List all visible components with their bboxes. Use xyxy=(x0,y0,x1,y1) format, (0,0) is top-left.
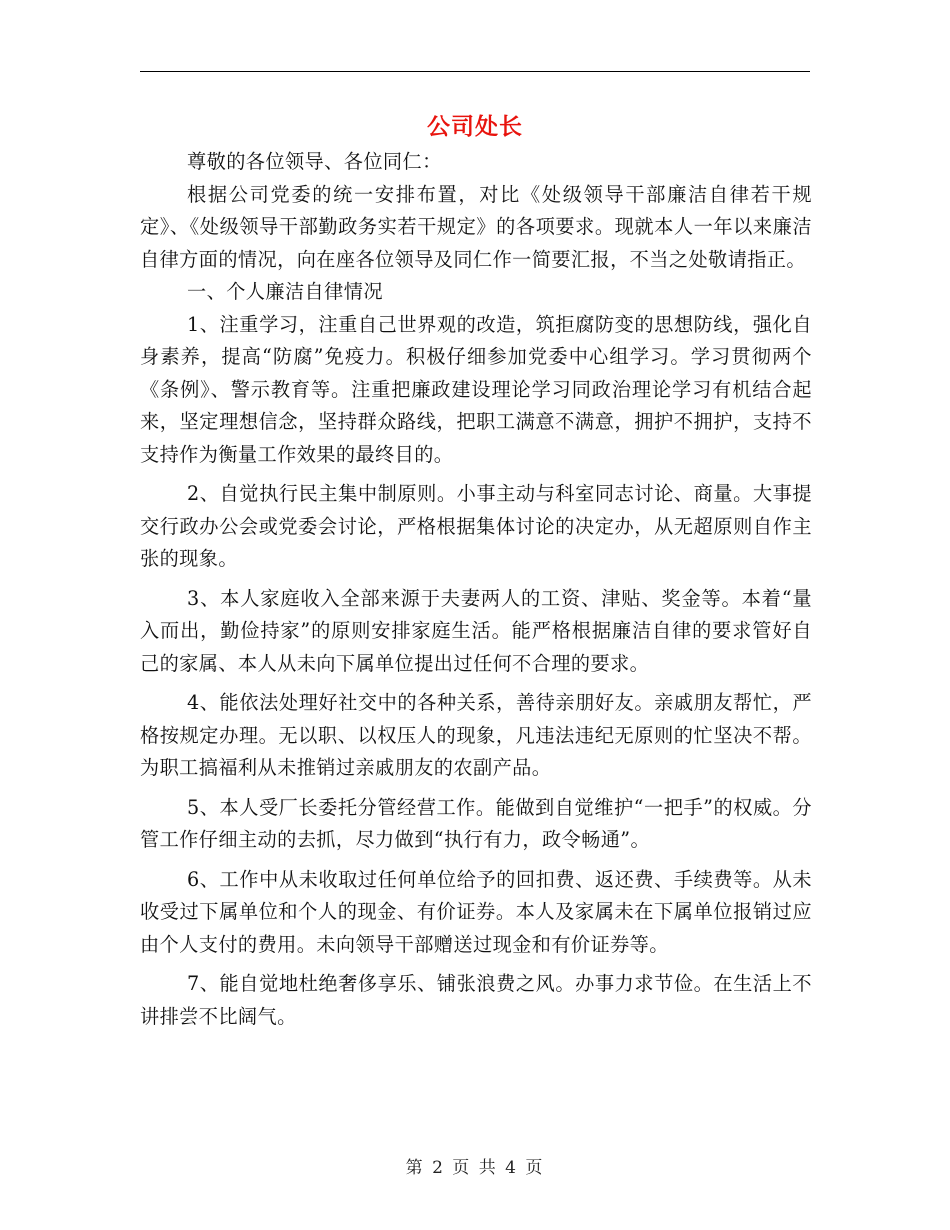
body-paragraph: 2、自觉执行民主集中制原则。小事主动与科室同志讨论、商量。大事提交行政办公会或党委会讨论，严格根据集体讨论的决定办，从无超原则自作主张的现象。 xyxy=(140,482,812,570)
page-number: 第 2 页 共 4 页 xyxy=(405,1158,545,1178)
intro-paragraph: 根据公司党委的统一安排布置，对比《处级领导干部廉洁自律若干规定》、《处级领导干部勤政务实若干规定》的各项要求。现就本人一年以来廉洁自律方面的情况，向在座各位领导及同仁作一简要汇报，不当之处敬请指正。 xyxy=(140,182,812,271)
header-rule xyxy=(140,71,810,72)
body-paragraph: 1、注重学习，注重自己世界观的改造，筑拒腐防变的思想防线，强化自身素养，提高“防腐”免疫力。积极仔细参加党委中心组学习。学习贯彻两个《条例》、警示教育等。注重把廉政建设理论学习同政治理论学习有机结合起来，坚定理想信念，坚持群众路线，把职工满意不满意，拥护不拥护，支持不支持作为衡量工作效果的最终目的。 xyxy=(140,312,812,466)
body-paragraph: 4、能依法处理好社交中的各种关系，善待亲朋好友。亲戚朋友帮忙，严格按规定办理。无以职、以权压人的现象，凡违法违纪无原则的忙坚决不帮。为职工搞福利从未推销过亲戚朋友的农副产品。 xyxy=(140,691,812,779)
body-paragraph: 6、工作中从未收取过任何单位给予的回扣费、返还费、手续费等。从未收受过下属单位和个人的现金、有价证券。本人及家属未在下属单位报销过应由个人支付的费用。未向领导干部赠送过现金和有价证券等。 xyxy=(140,867,812,956)
section-heading: 一、个人廉洁自律情况 xyxy=(187,280,383,303)
salutation-paragraph: 尊敬的各位领导、各位同仁： xyxy=(187,150,442,173)
document-body xyxy=(140,146,812,1033)
body-paragraph: 5、本人受厂长委托分管经营工作。能做到自觉维护“一把手”的权威。分管工作仔细主动的去抓，尽力做到“执行有力，政令畅通”。 xyxy=(140,795,812,851)
body-paragraph: 7、能自觉地杜绝奢侈享乐、铺张浪费之风。办事力求节俭。在生活上不讲排尝不比阔气。 xyxy=(140,972,812,1028)
body-paragraph: 3、本人家庭收入全部来源于夫妻两人的工资、津贴、奖金等。本着“量入而出，勤俭持家”的原则安排家庭生活。能严格根据廉洁自律的要求管好自己的家属、本人从未向下属单位提出过任何不合理的要求。 xyxy=(140,586,812,675)
document-title: 公司处长 xyxy=(427,114,523,140)
